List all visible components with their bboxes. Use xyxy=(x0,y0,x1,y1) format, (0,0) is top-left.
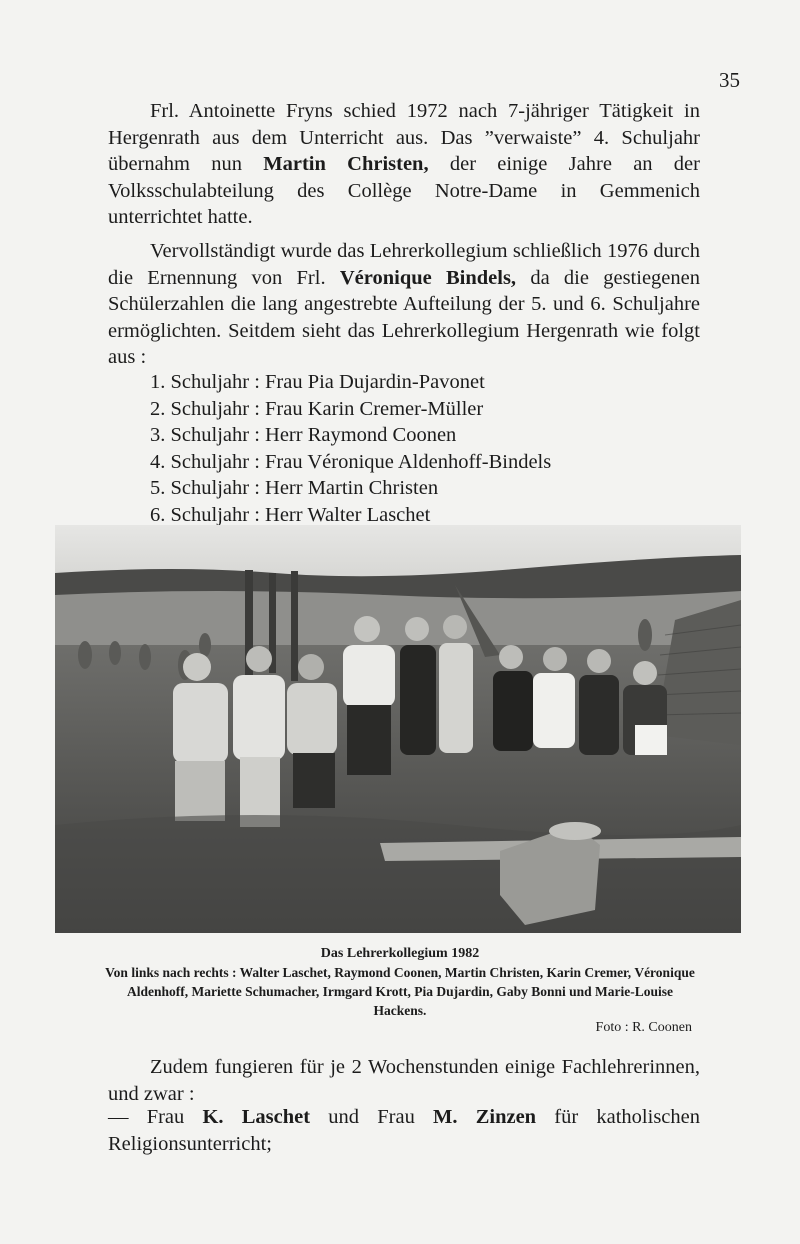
list-item: 4. Schuljahr : Frau Véronique Aldenhoff-Bindels xyxy=(150,450,552,473)
name-k-laschet: K. Laschet xyxy=(202,1106,311,1128)
list-item: 3. Schuljahr : Herr Raymond Coonen xyxy=(150,424,457,446)
teacher-list xyxy=(150,369,551,528)
paragraph-4: — Frau K. Laschet und Frau M. Zinzen für katholischen Religionsunterricht; xyxy=(108,1106,700,1155)
list-item: 2. Schuljahr : Frau Karin Cremer-Müller xyxy=(150,397,484,420)
caption-title: Das Lehrerkollegium 1982 xyxy=(320,946,480,961)
group-photo xyxy=(55,525,741,933)
photo-caption xyxy=(100,944,700,1020)
group-photo-image xyxy=(55,525,741,933)
name-m-zinzen: M. Zinzen xyxy=(433,1106,537,1128)
list-item: 1. Schuljahr : Frau Pia Dujardin-Pavonet xyxy=(150,371,485,393)
photo-credit: Foto : R. Coonen xyxy=(595,1020,692,1035)
list-item: 5. Schuljahr : Herr Martin Christen xyxy=(150,477,439,499)
list-item: 6. Schuljahr : Herr Walter Laschet xyxy=(150,503,431,526)
paragraph-1: Frl. Antoinette Fryns schied 1972 nach 7-jähriger Tätigkeit in Hergenrath aus dem Unterricht aus. Das ”verwaiste” 4. Schuljahr übernahm nun Martin Christen, der einige Jahre an der Volksschulabteilung des Collège Notre-Dame in Gemmenich unterrichtet hatte. xyxy=(108,100,700,228)
name-martin-christen: Martin Christen, xyxy=(263,153,429,175)
caption-body: Von links nach rechts : Walter Laschet, Raymond Coonen, Martin Christen, Karin Cremer, Véronique Aldenhoff, Mariette Schumacher, Irmgard Krott, Pia Dujardin, Gaby Bonni und Marie-Louise Hackens. xyxy=(105,965,695,1018)
name-veronique-bindels: Véronique Bindels, xyxy=(339,266,517,289)
page-number: 35 xyxy=(719,68,740,92)
paragraph-2: Vervollständigt wurde das Lehrerkollegium schließlich 1976 durch die Ernennung von Frl. Véronique Bindels, da die gestiegenen Schülerzahlen die lang angestrebte Aufteilung der 5. und 6. Schuljahre ermöglichten. Seitdem sieht das Lehrerkollegium Hergenrath wie folgt aus : xyxy=(108,240,700,368)
paragraph-3: Zudem fungieren für je 2 Wochenstunden einige Fachlehrerinnen, und zwar : xyxy=(108,1056,700,1105)
